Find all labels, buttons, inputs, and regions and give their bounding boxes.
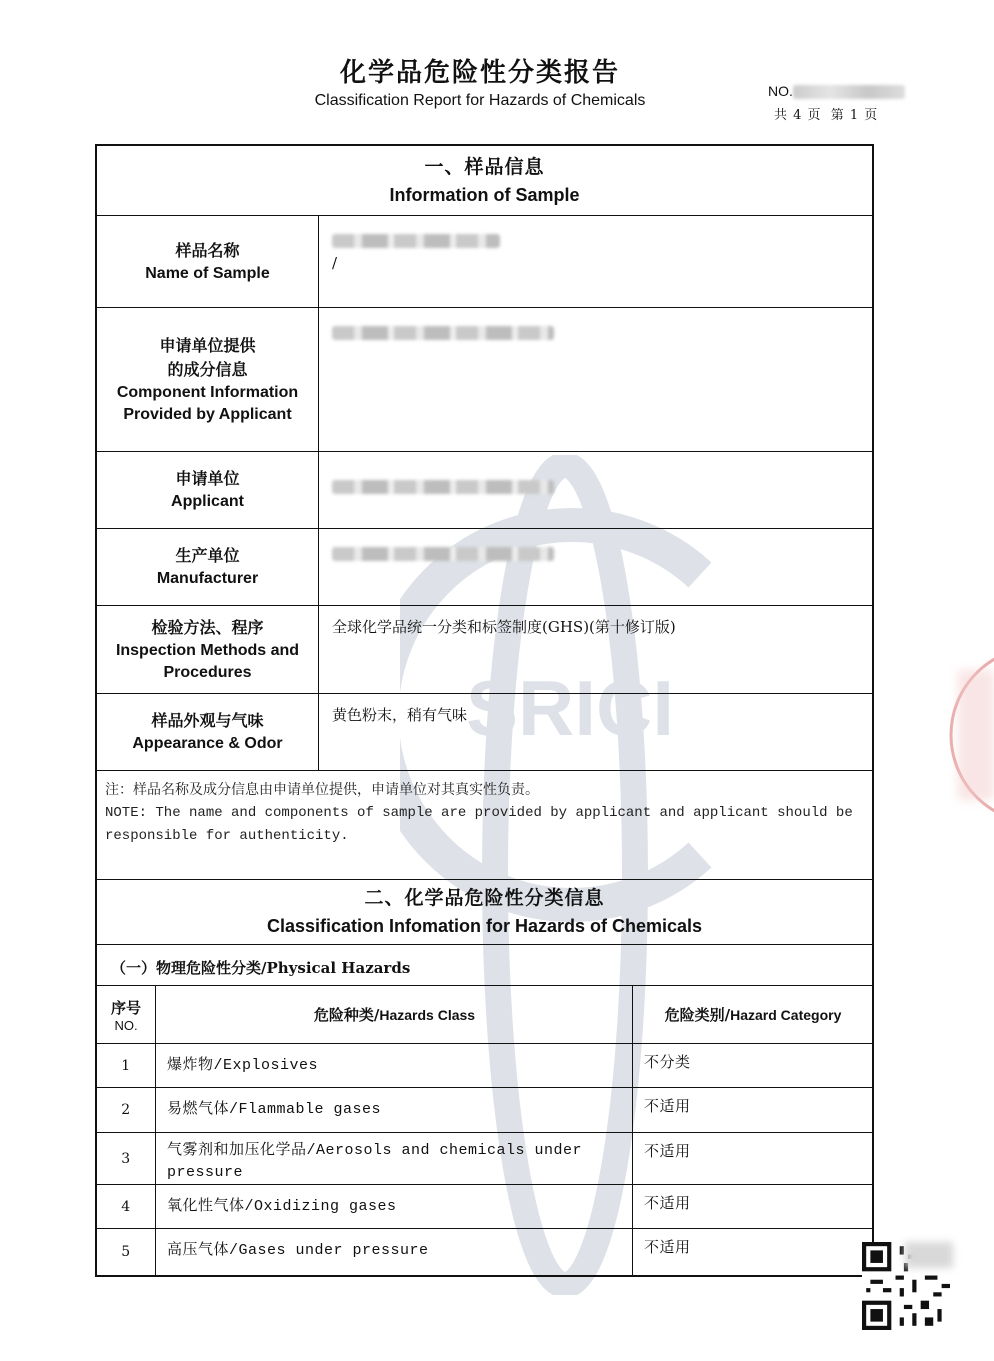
row-hazard-class <box>157 1044 633 1087</box>
current-page: 第 1 页 <box>830 108 879 123</box>
value-manufacturer <box>320 529 872 605</box>
section2-header <box>97 880 872 945</box>
label-inspection-method <box>97 606 319 693</box>
label-cn: 申请单位 <box>175 469 240 488</box>
section2-title-en: Classification Infomation for Hazards of Chemicals <box>266 916 703 936</box>
label-en: Applicant <box>171 493 244 510</box>
class-en: /Oxidizing gases <box>244 1198 397 1215</box>
class-cn: 气雾剂和加压化学品 <box>167 1140 307 1158</box>
value-appearance: 黄色粉末，稍有气味 <box>332 706 468 724</box>
row-hazard-category: 不适用 <box>644 1196 691 1213</box>
row-hazard-category: 不适用 <box>644 1240 691 1257</box>
label-manufacturer <box>97 529 319 605</box>
sample-name-value: / <box>332 254 338 272</box>
class-en: /Aerosols and chemicals under pressure <box>167 1142 583 1181</box>
report-table <box>95 144 874 1277</box>
section1-header <box>97 146 872 216</box>
col-hazard-class <box>157 986 633 1043</box>
col-no-cn: 序号 <box>110 998 141 1017</box>
row-hazard-class <box>157 1229 633 1275</box>
label-en: Inspection Methods and Procedures <box>115 641 300 681</box>
label-en: Name of Sample <box>145 264 270 282</box>
row-component-info <box>97 308 872 452</box>
value-sample-name <box>320 216 872 307</box>
section2-title-cn: 二、化学品危险性分类信息 <box>364 887 605 909</box>
value-component-info <box>320 308 872 451</box>
label-cn: 生产单位 <box>175 546 240 565</box>
redacted-qr-corner <box>905 1242 953 1268</box>
table-row <box>97 1044 872 1088</box>
label-cn: 申请单位提供的成分信息 <box>159 335 256 379</box>
row-no: 2 <box>97 1088 156 1132</box>
label-cn: 样品名称 <box>175 240 240 260</box>
redacted-sample-name <box>332 234 500 248</box>
class-cn: 易燃气体 <box>167 1099 230 1117</box>
label-cn: 样品外观与气味 <box>151 711 264 730</box>
class-cn: 爆炸物 <box>167 1055 214 1073</box>
row-no: 5 <box>97 1229 156 1275</box>
watermark-text: SRICI <box>465 664 675 752</box>
row-sample-name <box>97 216 872 308</box>
col-no <box>97 986 156 1043</box>
class-en: /Flammable gases <box>229 1101 382 1118</box>
row-hazard-class <box>157 1088 633 1132</box>
official-seal-icon <box>944 640 994 830</box>
col-no-en: NO. <box>114 1017 138 1033</box>
note-en: NOTE: The name and components of sample are provided by applicant and applicant should be responsible for authenticity. <box>105 805 853 844</box>
row-hazard-category: 不适用 <box>644 1144 691 1161</box>
label-en: Manufacturer <box>156 570 259 587</box>
row-hazard-class <box>157 1133 633 1184</box>
label-cn: 检验方法、程序 <box>151 617 264 637</box>
row-hazard-class <box>157 1185 633 1228</box>
value-inspection-method: 全球化学品统一分类和标签制度(GHS)(第十修订版) <box>332 618 676 636</box>
label-applicant <box>97 452 319 528</box>
row-hazard-category: 不适用 <box>644 1099 691 1116</box>
page-indicator <box>774 104 882 123</box>
row-no: 1 <box>97 1044 156 1087</box>
label-appearance <box>97 694 319 770</box>
label-en: Component Information Provided by Applicant <box>116 383 299 423</box>
table-row <box>97 1133 872 1185</box>
row-no: 3 <box>97 1133 156 1184</box>
row-no: 4 <box>97 1185 156 1228</box>
table-row <box>97 1229 872 1275</box>
col-category-cn: 危险类别/ <box>664 1006 731 1024</box>
class-cn: 高压气体 <box>167 1240 230 1258</box>
section1-title-cn: 一、样品信息 <box>424 155 545 178</box>
note <box>97 771 872 880</box>
table-row <box>97 1088 872 1133</box>
col-class-cn: 危险种类/ <box>313 1006 380 1024</box>
col-category-en: Hazard Category <box>730 1006 842 1023</box>
row-inspection-method <box>97 606 872 694</box>
value-applicant <box>320 452 872 528</box>
row-hazard-category: 不分类 <box>644 1055 691 1072</box>
class-en: /Explosives <box>213 1057 319 1074</box>
redacted-manufacturer <box>332 547 554 561</box>
col-class-en: Hazards Class <box>379 1006 476 1023</box>
redacted-number <box>793 85 905 99</box>
class-en: /Gases under pressure <box>229 1242 429 1259</box>
label-component-info <box>97 308 319 451</box>
label-en: Appearance & Odor <box>132 735 283 752</box>
row-manufacturer <box>97 529 872 606</box>
hazards-table-header <box>97 986 872 1044</box>
report-title-cn: 化学品危险性分类报告 <box>339 58 620 88</box>
note-cn: 注：样品名称及成分信息由申请单位提供，申请单位对其真实性负责。 <box>105 782 539 798</box>
row-applicant <box>97 452 872 529</box>
col-hazard-category <box>634 986 872 1043</box>
total-pages: 共 4 页 <box>774 108 822 123</box>
redacted-component-info <box>332 326 554 340</box>
redacted-applicant <box>332 480 554 494</box>
row-appearance <box>97 694 872 771</box>
label-sample-name <box>97 216 319 307</box>
report-number-label: NO. <box>768 83 793 99</box>
report-title-en: Classification Report for Hazards of Chemicals <box>314 92 646 109</box>
table-row <box>97 1185 872 1229</box>
class-cn: 氧化性气体 <box>167 1196 245 1214</box>
section1-title-en: Information of Sample <box>389 184 580 205</box>
physical-hazards-subheader: （一）物理危险性分类/Physical Hazards <box>97 945 872 986</box>
report-number <box>768 83 905 99</box>
